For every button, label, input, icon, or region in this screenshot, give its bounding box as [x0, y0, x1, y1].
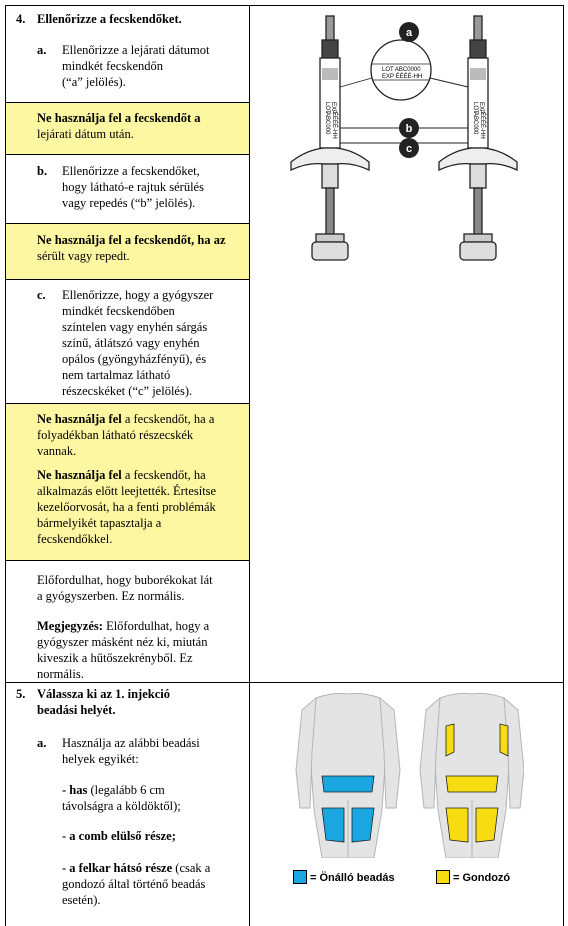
left-barrel-exp: ÉÉÉÉ-HH [331, 112, 337, 139]
left-thigh-zone-carer [446, 808, 468, 842]
right-arm-zone-carer [500, 724, 508, 756]
note-appearance: Megjegyzés: Előfordulhat, hogy a gyógyszer másként néz ki, miután kiveszik a hűtőszekrényből. Ez normális. [37, 619, 210, 681]
step-4b-text: Ellenőrizze a fecskendőket, hogy látható-e rajtuk sérülés vagy repedés (“b” jelölés). [62, 164, 204, 210]
step-5a-text: Használja az alábbi beadási helyek egyikét: [62, 736, 200, 766]
callout-c: c [405, 143, 413, 155]
step-5-title: Válassza ki az 1. injekció beadási helyét. [37, 687, 170, 717]
legend-swatch-carer [436, 870, 450, 884]
step-5a-label: a. [37, 736, 47, 750]
right-barrel-exp: ÉÉÉÉ-HH [479, 112, 485, 139]
step-4-title: Ellenőrizze a fecskendőket. [37, 12, 182, 26]
zoom-lot-text: LOT ABC0000 [382, 67, 421, 73]
legend-swatch-self [293, 870, 307, 884]
step-4b-label: b. [37, 164, 48, 178]
left-barrel-lot: ABC000 [324, 112, 330, 135]
right-barrel-lot: ABC000 [472, 112, 478, 135]
right-thigh-zone-self [352, 808, 374, 842]
step-4-number: 4. [16, 12, 26, 26]
step-4a-text: Ellenőrizze a lejárati dátumot mindkét fecskendőn (“a” jelölés). [62, 43, 210, 89]
site-thigh: - a comb elülső része; [62, 829, 176, 843]
warning-dropped: Ne használja fel a fecskendőt, ha alkalmazás előtt leejtették. Értesítse kezelőorvosát, ha a fenti problémák bármelyikét tapasztalja a fecskendőkkel. [37, 468, 217, 546]
left-lot-text: LOT [324, 102, 330, 114]
injection-sites-figure [288, 690, 524, 858]
left-arm-zone-carer [446, 724, 454, 756]
warning-particles: Ne használja fel a fecskendőt, ha a folyadékban látható részecskék vannak. [37, 412, 215, 458]
step-5-number: 5. [16, 687, 26, 701]
legend-carer: = Gondozó [453, 872, 511, 884]
abdomen-zone-self [322, 776, 374, 792]
legend-self: = Önálló beadás [310, 872, 395, 884]
instruction-table [5, 5, 564, 926]
left-thigh-zone-self [322, 808, 344, 842]
column-divider [249, 6, 250, 926]
right-syringe [439, 16, 517, 260]
step-4c-text: Ellenőrizze, hogy a gyógyszer mindkét fecskendőben színtelen vagy enyhén sárgás színű, átlátszó vagy enyhén opálos (gyöngyházfényű), és nem tartalmaz látható részecskéket (“c” jelölés). [62, 288, 214, 398]
right-thigh-zone-carer [476, 808, 498, 842]
step-4a-label: a. [37, 43, 47, 57]
abdomen-zone-carer [446, 776, 498, 792]
callout-b: b [405, 123, 413, 135]
step-4c-label: c. [37, 288, 46, 302]
right-lot-text: LOT [472, 102, 478, 114]
syringe-inspection-figure [286, 12, 526, 270]
left-syringe [291, 16, 369, 260]
left-exp-text: EXP [330, 102, 336, 115]
zoom-exp-text: EXP ÉÉÉÉ-HH [382, 74, 423, 80]
site-abdomen: - has (legalább 6 cm távolságra a köldöktől); [62, 783, 181, 813]
warning-expiry: Ne használja fel a fecskendőt a lejárati dátum után. [37, 111, 201, 141]
callout-a: a [405, 27, 413, 39]
note-bubbles: Előfordulhat, hogy buborékokat lát a gyógyszerben. Ez normális. [37, 573, 213, 603]
right-exp-text: EXP [478, 102, 484, 115]
warning-damage: Ne használja fel a fecskendőt, ha az sérült vagy repedt. [37, 233, 226, 263]
site-upper-arm: - a felkar hátsó része (csak a gondozó által történő beadás esetén). [62, 861, 211, 907]
